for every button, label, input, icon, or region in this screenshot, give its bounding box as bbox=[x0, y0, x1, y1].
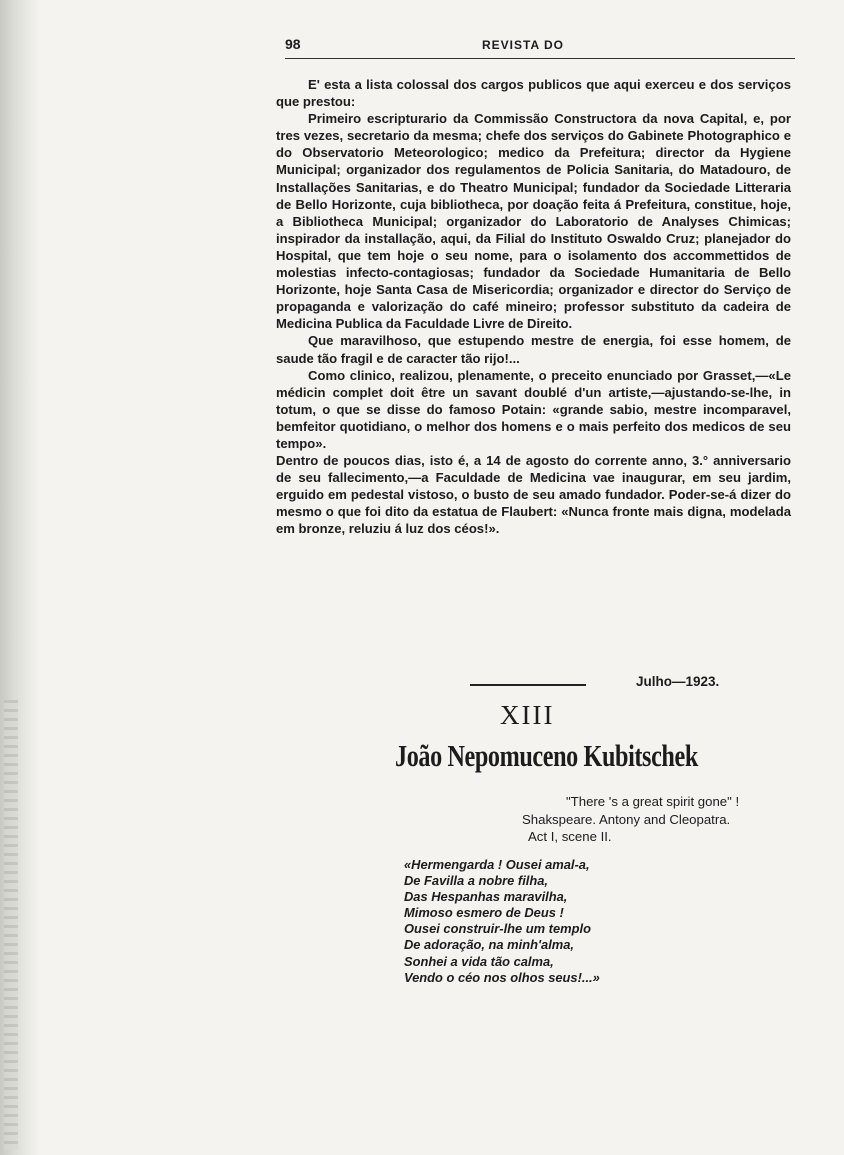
poem-line: Vendo o céo nos olhos seus!...» bbox=[404, 969, 600, 985]
paragraph-monument: Dentro de poucos dias, isto é, a 14 de agosto do corrente anno, 3.° anniversario de seu fallecimento,—a Faculdade de Medicina vae inaugurar, em seu jardim, erguido em pedestal vistoso, o busto de seu amado fundador. Poder-se-á dizer do mesmo o que foi dito da estatua de Flaubert: «Nunca fronte mais digna, modelada em bronze, reluziu á luz dos céos!». bbox=[276, 453, 791, 537]
poem-line: Sonhei a vida tão calma, bbox=[404, 953, 554, 969]
chapter-title: João Nepomuceno Kubitschek bbox=[395, 738, 698, 773]
poem-line: Mimoso esmero de Deus ! bbox=[404, 905, 564, 921]
page-number: 98 bbox=[285, 36, 301, 52]
poem-stanza bbox=[404, 857, 734, 986]
epigraph-source: Shakspeare. Antony and Cleopatra. bbox=[522, 811, 731, 827]
section-divider bbox=[470, 684, 586, 686]
running-header bbox=[285, 36, 795, 59]
article-body bbox=[276, 76, 791, 538]
epigraph-quote: "There 's a great spirit gone" ! bbox=[566, 794, 740, 809]
paragraph-intro: E' esta a lista colossal dos cargos publicos que aqui exerceu e dos serviços que prestou: bbox=[276, 77, 791, 110]
chapter-number: XIII bbox=[500, 700, 555, 730]
running-head-title: REVISTA DO bbox=[482, 38, 565, 52]
epigraph-act: Act I, scene II. bbox=[528, 829, 612, 844]
poem-line: Das Hespanhas maravilha, bbox=[404, 889, 568, 905]
poem-line: De Favilla a nobre filha, bbox=[404, 873, 548, 889]
poem-line: De adoração, na minh'alma, bbox=[404, 937, 574, 953]
paragraph-clinician: Como clinico, realizou, plenamente, o preceito enunciado por Grasset,—«Le médicin complet doit être un savant doublé d'un artiste,—ajustando-se-lhe, in totum, o que se disse do famoso Potain: «grande sabio, mestre incomparavel, bemfeitor quotidiano, o melhor dos homens e o mais perfeito dos medicos de seu tempo». bbox=[276, 367, 791, 451]
paragraph-career-list: Primeiro escripturario da Commissão Constructora da nova Capital, e, por tres vezes, secretario da mesma; chefe dos serviços do Gabinete Photographico e do Observatorio Meteorologico; medico da Prefeitura; director da Hygiene Municipal; organizador dos regulamentos de Policia Sanitaria, do Matadouro, de Installações Sanitarias, e do Theatro Municipal; fundador da Sociedade Litteraria de Bello Horizonte, cuja bibliotheca, por doação feita á Prefeitura, constitue, hoje, a Bibliotheca Municipal; organizador do Laboratorio de Analyses Chimicas; inspirador da installação, aqui, da Filial do Instituto Oswaldo Cruz; planejador do Hospital, que tem hoje o seu nome, para o isolamento dos accommettidos de molestias infecto-contagiosas; fundador da Sociedade Humanitaria de Bello Horizonte, hoje Santa Casa de Misericordia; organizador e director do Serviço de propaganda e valorização do café mineiro; professor substituto da cadeira de Medicina Publica da Faculdade Livre de Direito. bbox=[276, 111, 791, 332]
date-line: Julho—1923. bbox=[636, 674, 720, 689]
paragraph-praise: Que maravilhoso, que estupendo mestre de energia, foi esse homem, de saude tão fragil e de caracter tão rijo!... bbox=[276, 333, 791, 366]
epigraph bbox=[522, 793, 792, 846]
poem-line: Ousei construir-lhe um templo bbox=[404, 921, 591, 937]
page-binding-edge bbox=[0, 0, 40, 1155]
poem-line: «Hermengarda ! Ousei amal-a, bbox=[404, 857, 590, 872]
